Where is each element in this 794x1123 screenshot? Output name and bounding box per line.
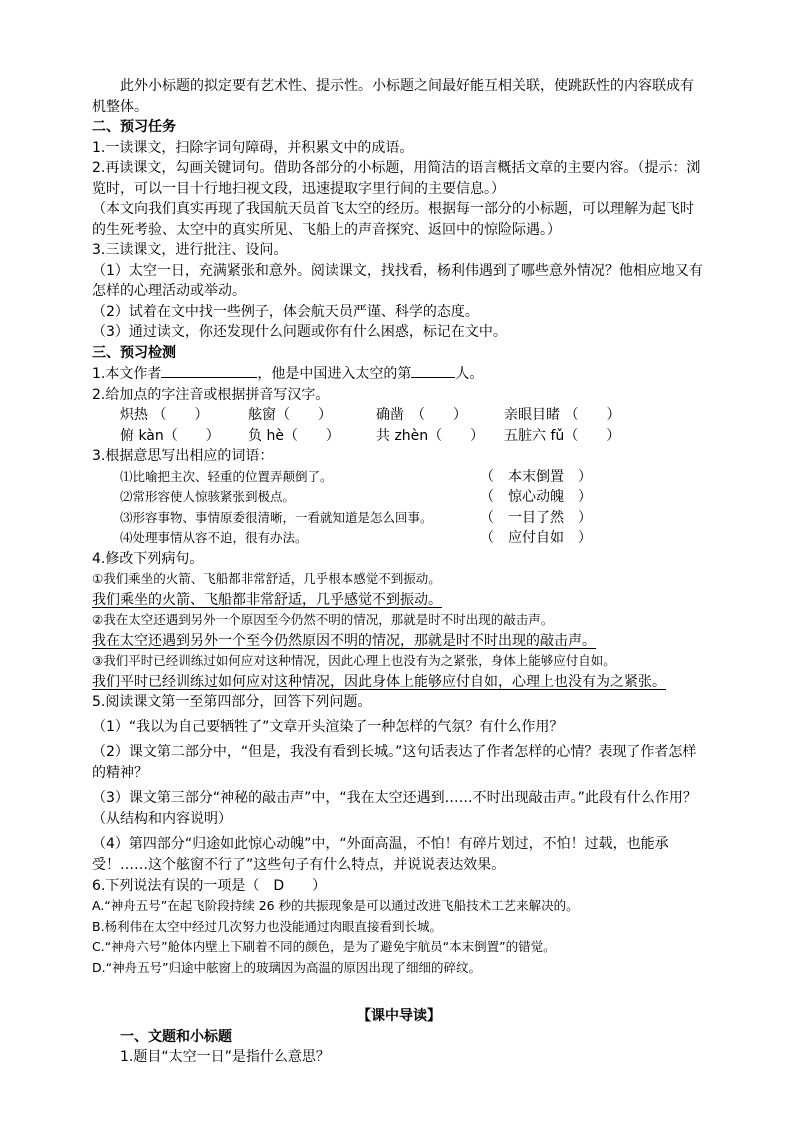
pinyin-item: 俯 kàn（ ） [120, 427, 220, 444]
pinyin-item: 共 zhèn（ ） [376, 427, 485, 444]
lesson-subheading: 一、文题和小标题 [120, 1028, 232, 1045]
choice-option: A.“神舟五号”在起飞阶段持续 26 秒的共振现象是可以通过改进飞船技术工艺来解决的。 [92, 898, 579, 913]
question-6: 6.下列说法有误的一项是（ D ） [92, 877, 327, 894]
intro-paragraph: 此外小标题的拟定要有艺术性、提示性。小标题之间最好能互相关联，使跳跃性的内容联成有机整体。 [92, 78, 694, 115]
lesson-guide-title: 【课中导读】 [357, 1008, 441, 1024]
pinyin-row [92, 426, 706, 447]
pinyin-row [92, 405, 706, 426]
reading-question: （2）课文第二部分中，“但是，我没有看到长城。”这句话表达了作者怎样的心情？表现了作者怎样的精神？ [92, 743, 697, 781]
lesson-question: 1.题目“太空一日”是指什么意思？ [120, 1049, 330, 1065]
section-heading-preview-tasks: 二、预习任务 [92, 119, 176, 135]
reading-question: （1）“我以为自己要牺牲了”文章开头渲染了一种怎样的气氛？有什么作用？ [92, 718, 564, 735]
question-5: 5.阅读课文第一至第四部分，回答下列问题。 [92, 694, 372, 710]
choice-option: D.“神舟五号”归途中舷窗上的玻璃因为高温的原因出现了细细的碎纹。 [92, 959, 482, 975]
corrected-sentence: 我们乘坐的火箭、飞船都非常舒适，几乎感觉不到振动。 [92, 591, 442, 608]
pinyin-item: 五脏六 fǔ（ ） [504, 427, 621, 444]
definition-row: ⑵常形容使人惊骇紧张到极点。 （ 惊心动魄 ） [92, 487, 706, 508]
task-item: （1）太空一日，充满紧张和意外。阅读课文，找找看，杨利伟遇到了哪些意外情况？他相应地又有怎样的心理活动或举动。 [92, 262, 703, 299]
definition-row: ⑴比喻把主次、轻重的位置弄颠倒了。 （ 本末倒置 ） [92, 467, 706, 488]
corrected-sentence: 我在太空还遇到另外一个至今仍然原因不明的情况，那就是时不时出现的敲击声。 [92, 632, 596, 649]
faulty-sentence: ①我们乘坐的火箭、飞船都非常舒适，几乎根本感觉不到振动。 [92, 571, 441, 586]
task-item: （3）通过读文，你还发现什么问题或你有什么困惑，标记在文中。 [92, 324, 507, 340]
definition-row: ⑶形容事物、事情原委很清晰，一看就知道是怎么回事。 （ 一目了然 ） [92, 508, 706, 529]
task-item: （2）试着在文中找一些例子，体会航天员严谨、科学的态度。 [92, 303, 479, 320]
task-item: 3.三读课文，进行批注、设问。 [92, 242, 288, 258]
definition-answer: （ 一目了然 ） [480, 509, 592, 526]
question-3: 3.根据意思写出相应的词语： [92, 448, 274, 464]
question-2: 2.给加点的字注音或根据拼音写汉字。 [92, 386, 330, 403]
task-item: （本文向我们真实再现了我国航天员首飞太空的经历。根据每一部分的小标题，可以理解为起飞时的生死考验、太空中的真实所见、飞船上的声音探究、返回中的惊险际遇。） [92, 201, 694, 238]
task-item: 2.再读课文，勾画关键词句。借助各部分的小标题，用简洁的语言概括文章的主要内容。（提示：浏览时，可以一目十行地扫视文段，迅速提取字里行间的主要信息。） [92, 160, 701, 197]
pinyin-item: 炽热 （ ） [120, 407, 209, 423]
definition-answer: （ 本末倒置 ） [480, 468, 592, 485]
author-blank[interactable] [161, 363, 257, 378]
pinyin-item: 舷窗（ ） [248, 407, 332, 423]
definition-row: ⑷处理事情从容不迫，很有办法。 （ 应付自如 ） [92, 528, 706, 549]
definition-answer: （ 应付自如 ） [480, 530, 592, 546]
pinyin-item: 负 hè（ ） [248, 427, 340, 444]
faulty-sentence: ③我们平时已经训练过如何应对这种情况，因此心理上也没有为之紧张，身体上能够应付自如。 [92, 653, 616, 668]
reading-question: （3）课文第三部分“神秘的敲击声”中，“我在太空还遇到……不时出现敲击声。”此段有什么作用？（从结构和内容说明） [92, 789, 697, 827]
section-heading-preview-check: 三、预习检测 [92, 344, 176, 361]
reading-question: （4）第四部分“归途如此惊心动魄”中，“外面高温，不怕！有碎片划过，不怕！过载，也能承受！……这个舷窗不行了”这些句子有什么特点，并说说表达效果。 [92, 835, 669, 873]
definition-answer: （ 惊心动魄 ） [480, 489, 592, 505]
corrected-sentence: 我们平时已经训练过如何应对这种情况，因此身体上能够应付自如，心理上也没有为之紧张。 [92, 673, 666, 690]
pinyin-item: 确凿 （ ） [376, 407, 467, 423]
question-1: 1.本文作者 ，他是中国进入太空的第 人。 [92, 363, 706, 385]
choice-option: B.杨利伟在太空中经过几次努力也没能通过肉眼直接看到长城。 [92, 918, 443, 934]
rank-blank[interactable] [411, 363, 455, 378]
question-4: 4.修改下列病句。 [92, 550, 204, 567]
choice-option: C.“神舟六号”舱体内壁上下刷着不同的颜色，是为了避免宇航员“本末倒置”的错觉。 [92, 939, 556, 954]
pinyin-item: 亲眼目睹 （ ） [504, 407, 621, 423]
task-item: 1.一读课文，扫除字词句障碍，并积累文中的成语。 [92, 139, 414, 156]
faulty-sentence: ②我在太空还遇到另外一个原因至今仍然不明的情况，那就是时不时出现的敲击声。 [92, 612, 554, 627]
